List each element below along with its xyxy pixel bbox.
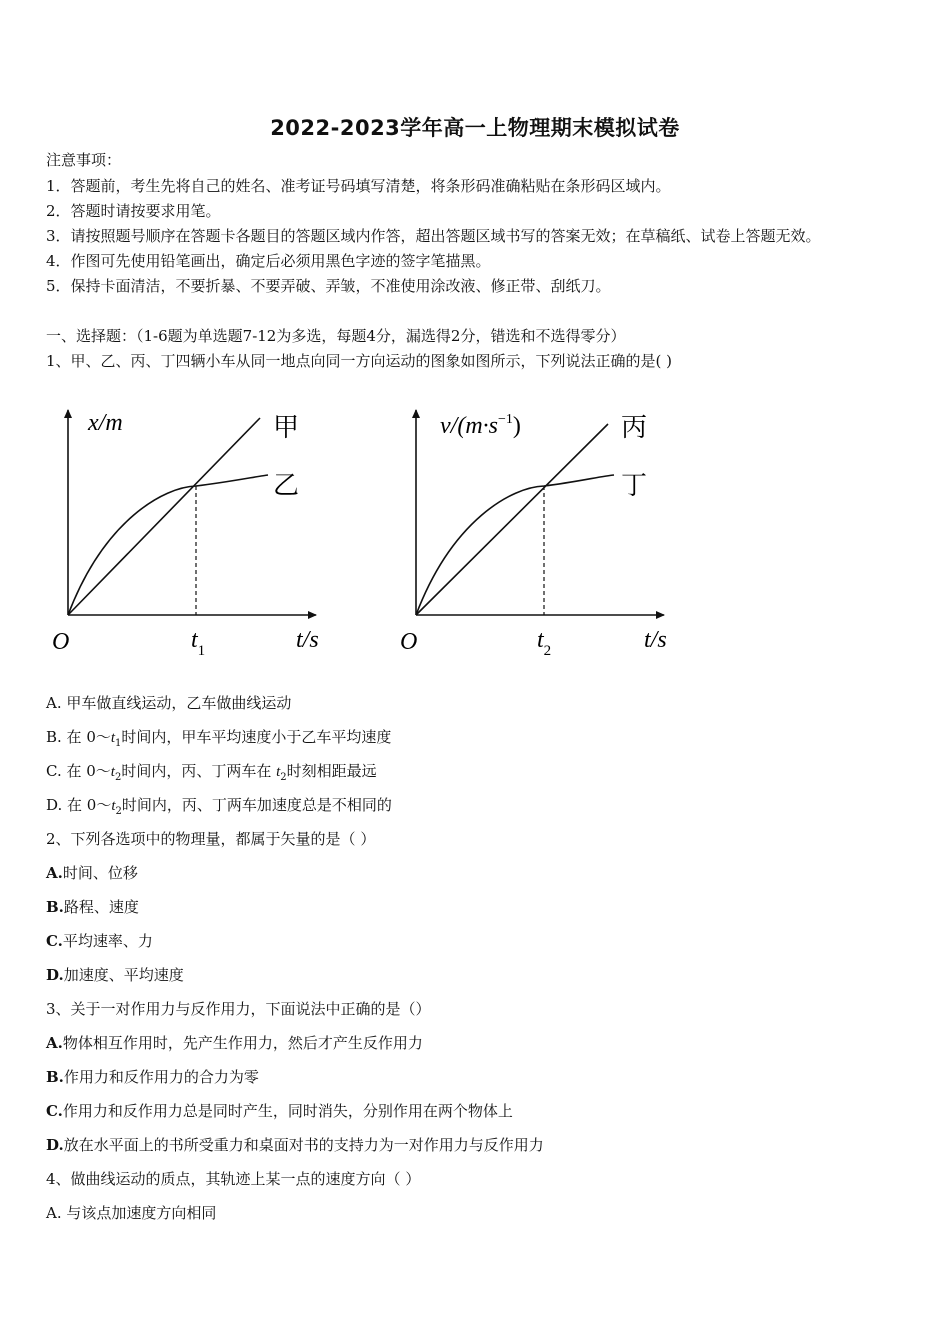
q1-stem: 1、甲、乙、丙、丁四辆小车从同一地点向同一方向运动的图象如图所示，下列说法正确的是( )	[46, 352, 673, 370]
curve-ding	[416, 475, 614, 615]
x-axis-label: t/s	[296, 627, 319, 653]
notice-item-3: 3．请按照题号顺序在答题卡各题目的答题区域内作答，超出答题区域书写的答案无效；在草稿纸、试卷上答题无效。	[46, 227, 821, 245]
q2-option-b: B.路程、速度	[46, 898, 139, 916]
tick-t2: $t_2$	[537, 627, 552, 659]
q1-option-a: A. 甲车做直线运动，乙车做曲线运动	[46, 694, 292, 712]
q1-option-c: C. 在 $0\sim t_2$时间内，丙、丁两车在 $t_2$时刻相距最远	[46, 762, 377, 783]
notice-item-1: 1．答题前，考生先将自己的姓名、准考证号码填写清楚，将条形码准确粘贴在条形码区域内。	[46, 177, 671, 195]
q2-option-d: D.加速度、平均速度	[46, 966, 184, 984]
q3-option-c: C.作用力和反作用力总是同时产生，同时消失，分别作用在两个物体上	[46, 1102, 513, 1120]
q2-option-c: C.平均速率、力	[46, 932, 153, 950]
notice-heading: 注意事项：	[46, 151, 122, 169]
y-axis-label: $v/(m\cdot s^{-1})$	[440, 412, 521, 439]
notice-item-2: 2．答题时请按要求用笔。	[46, 202, 221, 220]
q4-stem: 4、做曲线运动的质点，其轨迹上某一点的速度方向（ ）	[46, 1170, 421, 1188]
line-jia	[68, 418, 260, 615]
q1-option-d: D. 在 $0\sim t_2$时间内，丙、丁两车加速度总是不相同的	[46, 796, 392, 817]
q3-option-d: D.放在水平面上的书所受重力和桌面对书的支持力为一对作用力与反作用力	[46, 1136, 544, 1154]
xt-graph	[44, 390, 344, 670]
q3-option-b: B.作用力和反作用力的合力为零	[46, 1068, 259, 1086]
origin-label: O	[52, 629, 70, 655]
vt-graph	[392, 390, 692, 670]
q1-option-b: B. 在 $0\sim t_1$时间内，甲车平均速度小于乙车平均速度	[46, 728, 392, 749]
notice-item-4: 4．作图可先使用铅笔画出，确定后必须用黑色字迹的签字笔描黑。	[46, 252, 491, 270]
q2-stem: 2、下列各选项中的物理量，都属于矢量的是（ ）	[46, 830, 376, 848]
line-label-jia: 甲	[273, 413, 300, 442]
line-bing	[416, 424, 608, 615]
section-heading: 一、选择题：（1-6题为单选题7-12为多选，每题4分，漏选得2分，错选和不选得零分）	[46, 327, 626, 345]
y-axis-label: x/m	[88, 410, 123, 436]
origin-label: O	[400, 629, 418, 655]
q2-option-a: A.时间、位移	[46, 864, 138, 882]
q3-option-a: A.物体相互作用时，先产生作用力，然后才产生反作用力	[46, 1034, 423, 1052]
curve-yi	[68, 475, 268, 615]
page-title: 2022-2023学年高一上物理期末模拟试卷	[270, 116, 680, 140]
x-axis-label: t/s	[644, 627, 667, 653]
line-label-bing: 丙	[621, 413, 648, 442]
curve-label-ding: 丁	[621, 471, 648, 500]
q4-option-a: A. 与该点加速度方向相同	[46, 1204, 217, 1222]
curve-label-yi: 乙	[273, 471, 300, 500]
q3-stem: 3、关于一对作用力与反作用力，下面说法中正确的是（）	[46, 1000, 431, 1018]
notice-item-5: 5．保持卡面清洁，不要折暴、不要弄破、弄皱，不准使用涂改液、修正带、刮纸刀。	[46, 277, 611, 295]
tick-t1: $t_1$	[191, 627, 206, 659]
